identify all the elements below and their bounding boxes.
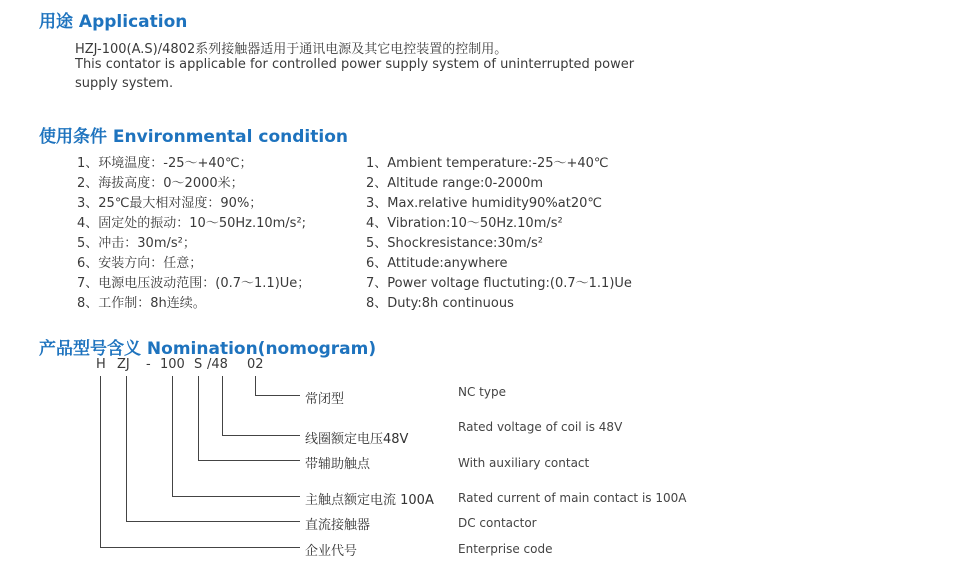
leader-line-current-h xyxy=(172,496,300,497)
leader-line-aux-v xyxy=(198,376,199,461)
condition-en-8: 8、Duty:8h continuous xyxy=(366,296,514,311)
condition-cn-2: 2、海拔高度：0～2000米； xyxy=(77,176,244,191)
leader-line-voltage-h xyxy=(222,435,300,436)
condition-en-4: 4、Vibration:10～50Hz.10m/s² xyxy=(366,216,563,231)
condition-en-7: 7、Power voltage fluctuting:(0.7～1.1)Ue xyxy=(366,276,632,291)
desc-en-type: NC type xyxy=(458,385,506,399)
application-text-en-line2: supply system. xyxy=(75,76,174,91)
environment-heading: 使用条件 Environmental condition xyxy=(39,127,348,147)
desc-cn-dc: 直流接触器 xyxy=(305,518,371,533)
code-voltage: /48 xyxy=(207,357,228,372)
leader-line-dc-h xyxy=(126,521,300,522)
desc-cn-enterprise: 企业代号 xyxy=(305,544,358,559)
code-dash: - xyxy=(146,357,151,372)
code-type: 02 xyxy=(247,357,264,372)
desc-cn-type: 常闭型 xyxy=(305,392,345,407)
leader-line-dc-v xyxy=(126,376,127,522)
desc-en-enterprise: Enterprise code xyxy=(458,542,553,556)
code-dc: ZJ xyxy=(117,357,130,372)
desc-en-auxiliary: With auxiliary contact xyxy=(458,456,590,470)
condition-cn-4: 4、固定处的振动：10～50Hz.10m/s²; xyxy=(77,216,307,231)
nomination-heading: 产品型号含义 Nomination(nomogram) xyxy=(39,339,377,359)
leader-line-type-v xyxy=(255,376,256,396)
desc-cn-current: 主触点额定电流 100A xyxy=(305,493,434,508)
leader-line-current-v xyxy=(172,376,173,497)
code-enterprise: H xyxy=(96,357,106,372)
condition-en-3: 3、Max.relative humidity90%at20℃ xyxy=(366,196,602,211)
condition-en-5: 5、Shockresistance:30m/s² xyxy=(366,236,544,251)
condition-cn-6: 6、安装方向：任意； xyxy=(77,256,203,271)
application-text-cn: HZJ-100(A.S)/4802系列接触器适用于通讯电源及其它电控装置的控制用。 xyxy=(75,42,508,57)
condition-en-2: 2、Altitude range:0-2000m xyxy=(366,176,544,191)
condition-cn-8: 8、工作制：8h连续。 xyxy=(77,296,206,311)
desc-cn-auxiliary: 带辅助触点 xyxy=(305,457,371,472)
desc-en-voltage: Rated voltage of coil is 48V xyxy=(458,420,623,434)
desc-cn-voltage: 线圈额定电压48V xyxy=(305,432,409,447)
leader-line-enterprise-v xyxy=(100,376,101,548)
leader-line-type-h xyxy=(255,395,300,396)
application-text-en-line1: This contator is applicable for controlled power supply system of uninterrupted power xyxy=(75,57,635,72)
application-heading: 用途 Application xyxy=(39,12,188,32)
condition-en-1: 1、Ambient temperature:-25～+40℃ xyxy=(366,156,609,171)
leader-line-enterprise-h xyxy=(100,547,300,548)
condition-cn-7: 7、电源电压波动范围：(0.7～1.1)Ue； xyxy=(77,276,311,291)
leader-line-voltage-v xyxy=(222,376,223,436)
condition-cn-3: 3、25℃最大相对湿度：90%； xyxy=(77,196,263,211)
code-current: 100 xyxy=(160,357,185,372)
code-auxiliary: S xyxy=(194,357,203,372)
condition-cn-5: 5、冲击：30m/s²； xyxy=(77,236,196,251)
desc-en-dc: DC contactor xyxy=(458,516,537,530)
condition-en-6: 6、Attitude:anywhere xyxy=(366,256,508,271)
condition-cn-1: 1、环境温度：-25～+40℃； xyxy=(77,156,253,171)
desc-en-current: Rated current of main contact is 100A xyxy=(458,491,687,505)
leader-line-aux-h xyxy=(198,460,300,461)
